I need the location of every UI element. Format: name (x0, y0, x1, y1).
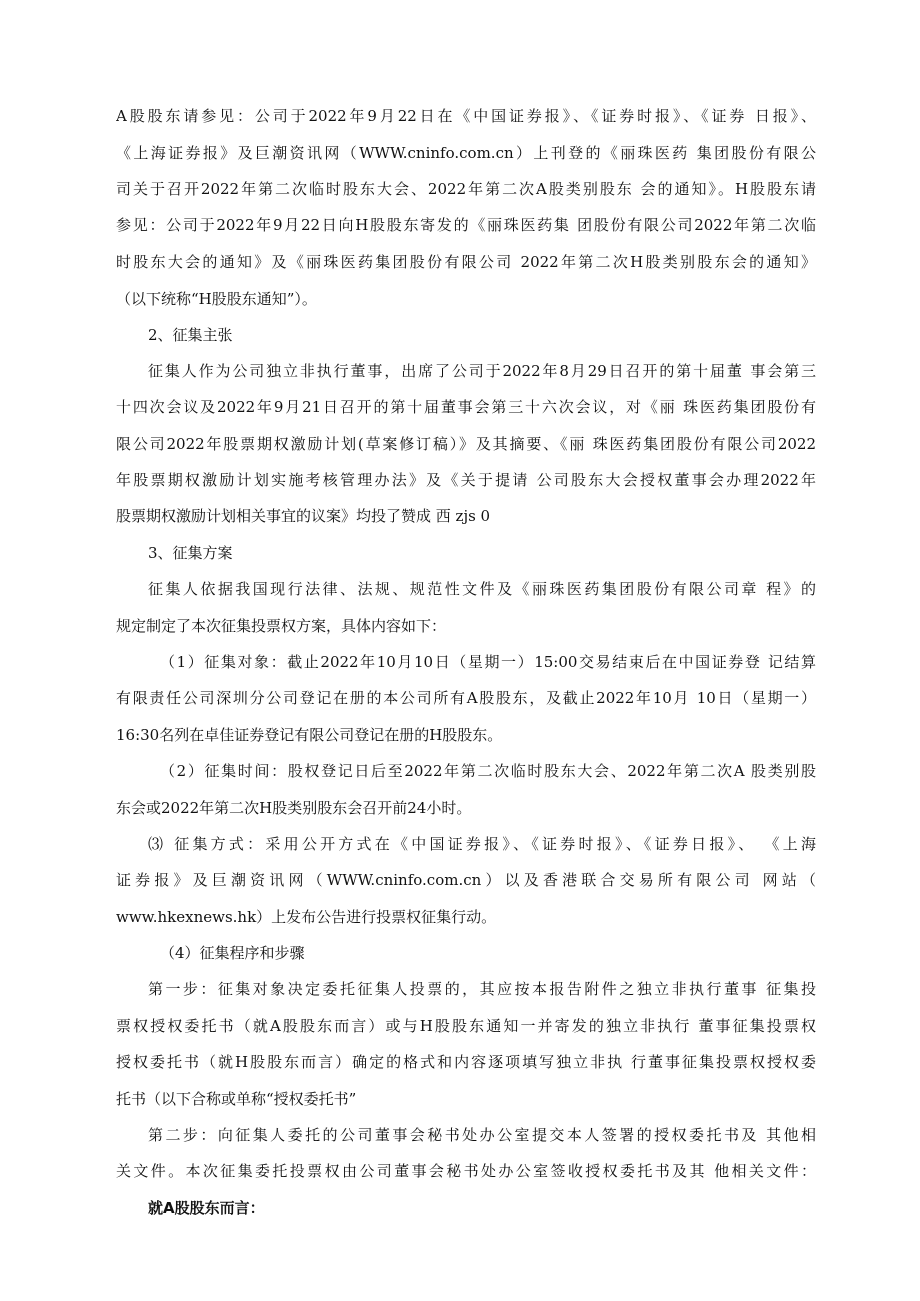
paragraph-line: 关文件。本次征集委托投票权由公司董事会秘书处办公室签收授权委托书及其 他相关文件： (116, 1162, 816, 1180)
section-heading: 2、征集主张 (148, 326, 233, 344)
paragraph-line: 有限责任公司深圳分公司登记在册的本公司所有A股股东，及截止2022年10月 10日（星期一） (116, 689, 816, 707)
section-heading: 3、征集方案 (148, 544, 233, 562)
paragraph-line: ⑶ 征集方式：采用公开方式在《中国证券报》、《证券时报》、《证券日报》、 《上海 (148, 835, 816, 853)
paragraph-line: 股票期权激励计划相关事宜的议案》均投了赞成 西 zjs 0 (116, 507, 491, 525)
paragraph-line: 第一步：征集对象决定委托征集人投票的，其应按本报告附件之独立非执行董事 征集投 (148, 980, 816, 998)
paragraph-line: 十四次会议及2022年9月21日召开的第十届董事会第三十六次会议，对《丽 珠医药集团股份有 (116, 398, 816, 416)
paragraph-line: 年股票期权激励计划实施考核管理办法》及《关于提请 公司股东大会授权董事会办理2022年 (116, 471, 816, 489)
bold-subheading: 就A股股东而言： (148, 1199, 265, 1217)
paragraph-line: 规定制定了本次征集投票权方案，具体内容如下： (116, 617, 447, 635)
section-heading: （4）征集程序和步骤 (160, 944, 305, 962)
paragraph-line: 参见：公司于2022年9月22日向H股股东寄发的《丽珠医药集 团股份有限公司2022年第二次临 (116, 216, 816, 234)
paragraph-line: 征集人作为公司独立非执行董事，出席了公司于2022年8月29日召开的第十届董 事会第三 (148, 362, 816, 380)
paragraph-line: A股股东请参见：公司于2022年9月22日在《中国证券报》、《证券时报》、《证券 日报》、 (116, 107, 816, 125)
paragraph-line: 授权委托书（就H股股东而言）确定的格式和内容逐项填写独立非执 行董事征集投票权授权委 (116, 1053, 816, 1071)
paragraph-line: 16:30名列在卓佳证券登记有限公司登记在册的H股股东。 (116, 726, 503, 744)
paragraph-line: 票权授权委托书（就A股股东而言）或与H股股东通知一并寄发的独立非执行 董事征集投票权 (116, 1017, 816, 1035)
paragraph-line: 第二步：向征集人委托的公司董事会秘书处办公室提交本人签署的授权委托书及 其他相 (148, 1126, 816, 1144)
paragraph-line: 《上海证券报》及巨潮资讯网（WWW.cninfo.com.cn）上刊登的《丽珠医药 集团股份有限公 (116, 144, 816, 162)
paragraph-line: （2）征集时间：股权登记日后至2022年第二次临时股东大会、2022年第二次A 股类别股 (160, 762, 816, 780)
paragraph-line: 司关于召开2022年第二次临时股东大会、2022年第二次A股类别股东 会的通知》。H股股东请 (116, 180, 816, 198)
paragraph-line: 征集人依据我国现行法律、法规、规范性文件及《丽珠医药集团股份有限公司章 程》的 (148, 580, 816, 598)
paragraph-line: （以下统称“H股股东通知”）。 (116, 290, 317, 308)
paragraph-line: 东会或2022年第二次H股类别股东会召开前24小时。 (116, 799, 472, 817)
paragraph-line: 证券报》及巨潮资讯网（WWW.cninfo.com.cn）以及香港联合交易所有限公司 网站（ (116, 871, 816, 889)
paragraph-line: （1）征集对象：截止2022年10月10日（星期一）15:00交易结束后在中国证券登 记结算 (160, 653, 816, 671)
paragraph-line: 限公司2022年股票期权激励计划(草案修订稿）》及其摘要、《丽 珠医药集团股份有限公司2022 (116, 435, 816, 453)
paragraph-line: 时股东大会的通知》及《丽珠医药集团股份有限公司 2022年第二次H股类别股东会的通知》 (116, 253, 816, 271)
paragraph-line: 托书（以下合称或单称“授权委托书” (116, 1090, 357, 1108)
paragraph-line: www.hkexnews.hk）上发布公告进行投票权征集行动。 (116, 908, 497, 926)
